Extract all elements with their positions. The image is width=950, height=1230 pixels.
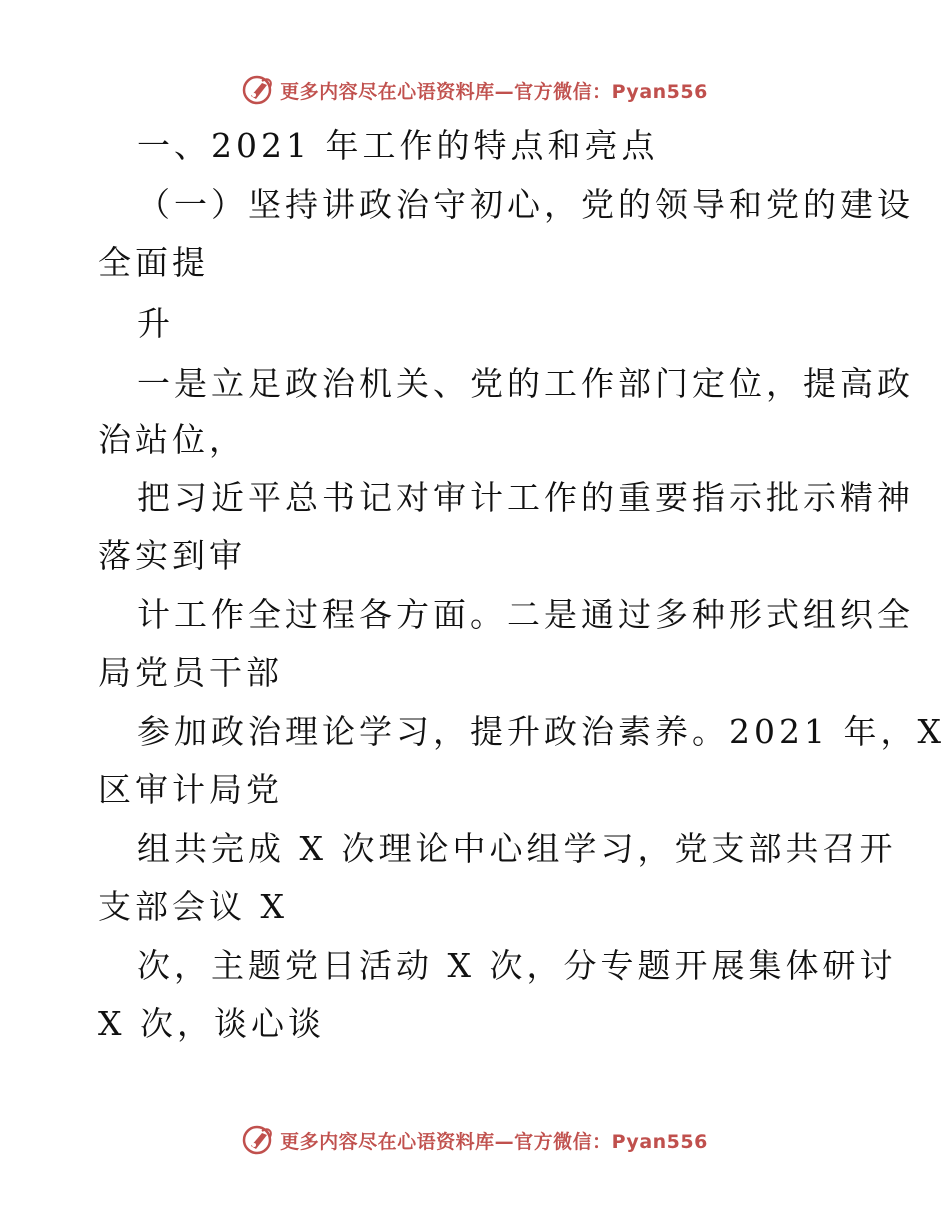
body-line: 计工作全过程各方面。二是通过多种形式组织全 [137,595,914,634]
body-line: 治站位， [98,420,246,459]
body-line: 支部会议 X [98,887,288,926]
header-banner-text: 更多内容尽在心语资料库—官方微信：Pyan556 [280,80,708,103]
pen-nib-logo-icon [242,73,276,107]
body-line: 局党员干部 [98,653,283,692]
body-line: 区审计局党 [98,770,283,809]
body-line: X 次，谈心谈 [98,1004,325,1043]
body-line: 落实到审 [98,536,246,575]
body-line: 升 [137,304,174,343]
body-line: 一、2021 年工作的特点和亮点 [137,126,659,165]
body-line: 全面提 [98,243,209,282]
footer-banner [0,1120,950,1160]
pen-nib-logo-icon [242,1123,276,1157]
header-banner [0,70,950,110]
body-line: 组共完成 X 次理论中心组学习，党支部共召开 [137,829,897,868]
body-line: 把习近平总书记对审计工作的重要指示批示精神 [137,478,914,517]
footer-banner-text: 更多内容尽在心语资料库—官方微信：Pyan556 [280,1130,708,1153]
body-line: 次，主题党日活动 X 次，分专题开展集体研讨 [137,946,897,985]
body-line: （一）坚持讲政治守初心，党的领导和党的建设 [137,185,914,224]
body-line: 参加政治理论学习，提升政治素养。2021 年，X [137,712,945,751]
body-line: 一是立足政治机关、党的工作部门定位，提高政 [137,364,914,403]
